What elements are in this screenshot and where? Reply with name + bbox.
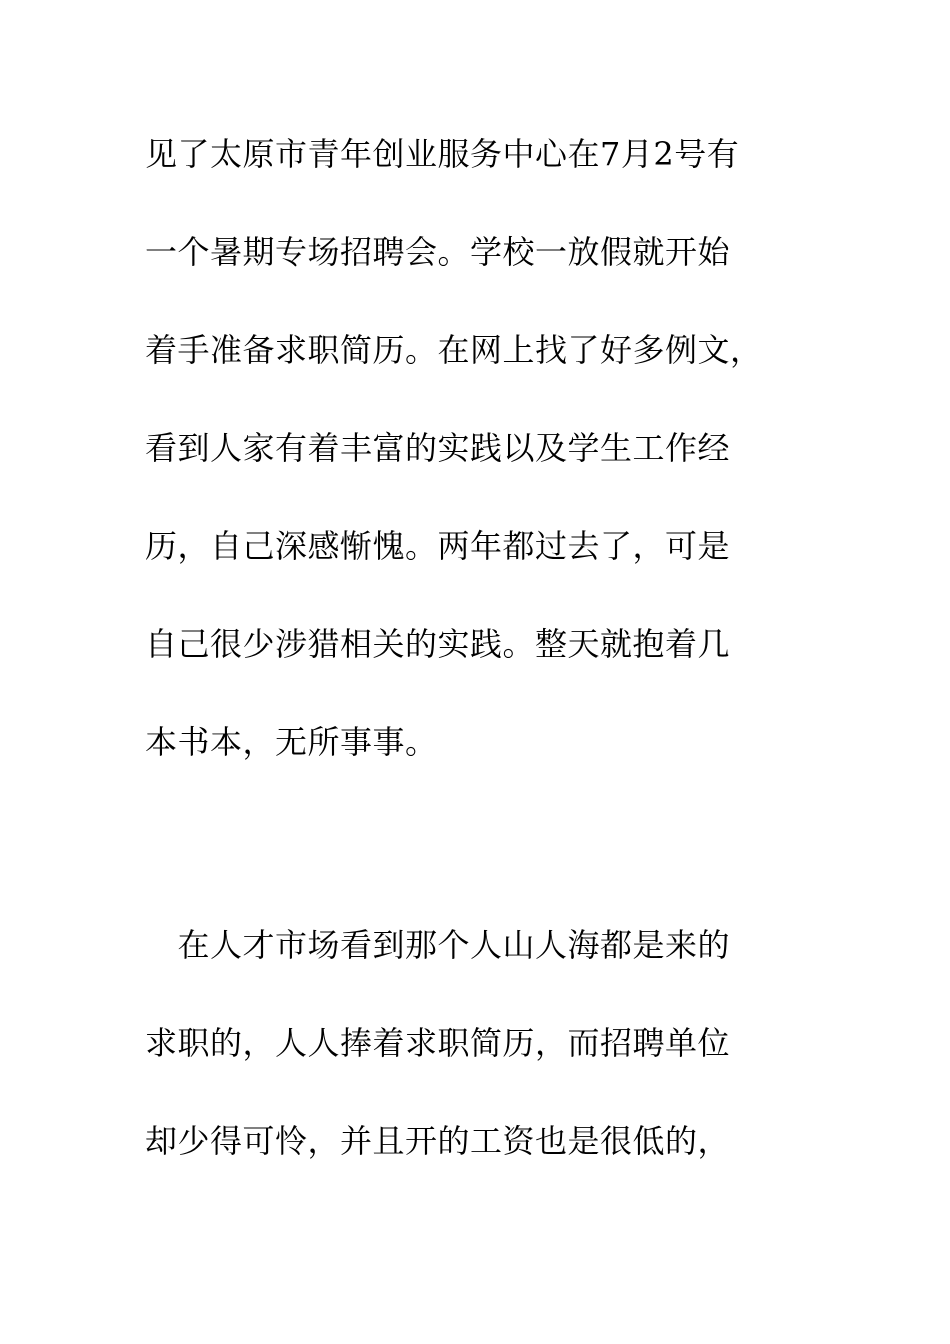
text-line: 在人才市场看到那个人山人海都是来的 [145,926,731,964]
text-line: 着手准备求职简历。在网上找了好多例文， [145,331,763,369]
text-line: 看到人家有着丰富的实践以及学生工作经 [145,429,731,467]
text-line: 求职的，人人捧着求职简历，而招聘单位 [145,1024,731,1062]
text-line: 却少得可怜，并且开的工资也是很低的， [145,1122,731,1160]
text-line: 自己很少涉猎相关的实践。整天就抱着几 [145,625,731,663]
text-line: 一个暑期专场招聘会。学校一放假就开始 [145,233,731,271]
text-line: 历，自己深感惭愧。两年都过去了，可是 [145,527,731,565]
text-line: 本书本，无所事事。 [145,723,438,761]
text-line: 见了太原市青年创业服务中心在7月2号有 [145,135,740,173]
